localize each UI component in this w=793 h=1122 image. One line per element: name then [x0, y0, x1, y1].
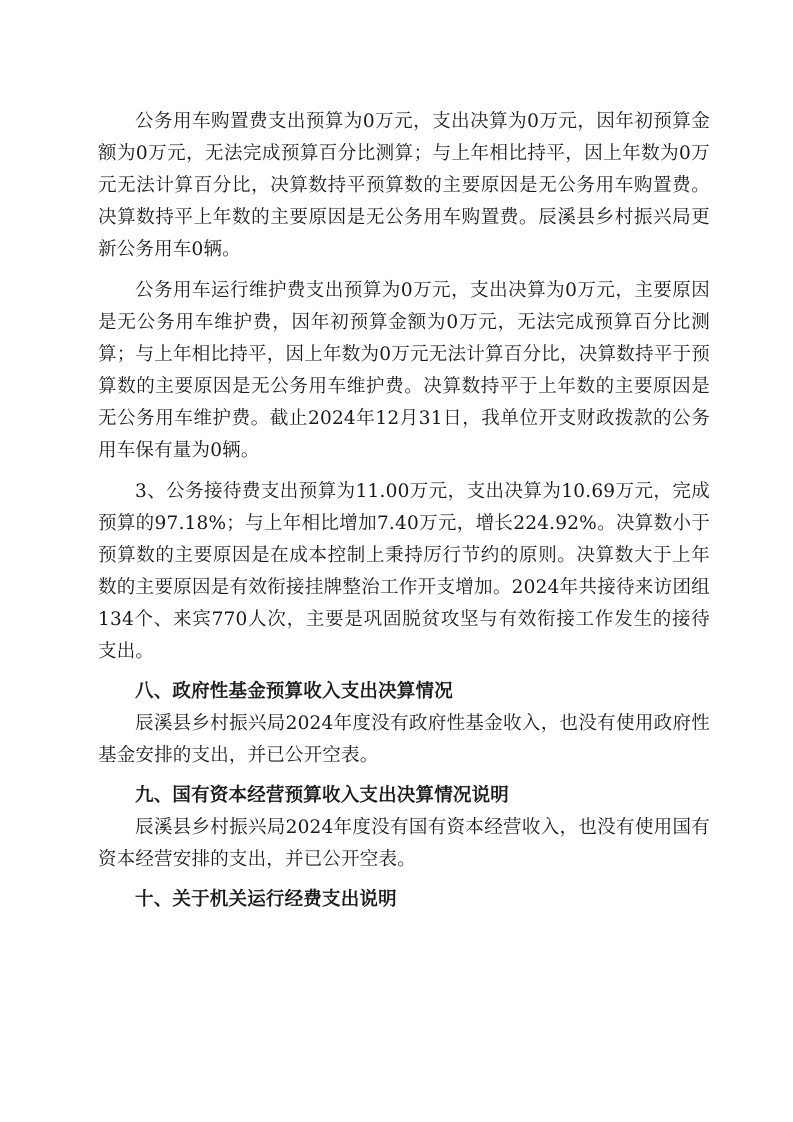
document-body — [98, 106, 710, 916]
paragraph-government-fund: 辰溪县乡村振兴局2024年度没有政府性基金收入，也没有使用政府性基金安排的支出，并已公开空表。 — [98, 713, 710, 766]
paragraph-vehicle-maintenance: 公务用车运行维护费支出预算为0万元，支出决算为0万元，主要原因是无公务用车维护费，因年初预算金额为0万元，无法完成预算百分比测算；与上年相比持平，因上年数为0万元无法计算百分比，决算数持平于预算数的主要原因是无公务用车维护费。决算数持平于上年数的主要原因是无公务用车维护费。截止2024年12月31日，我单位开支财政拨款的公务用车保有量为0辆。 — [98, 280, 710, 461]
paragraph-vehicle-purchase: 公务用车购置费支出预算为0万元，支出决算为0万元，因年初预算金额为0万元，无法完成预算百分比测算；与上年相比持平，因上年数为0万元无法计算百分比，决算数持平预算数的主要原因是无公务用车购置费。决算数持平上年数的主要原因是无公务用车购置费。辰溪县乡村振兴局更新公务用车0辆。 — [98, 111, 710, 260]
heading-government-fund: 八、政府性基金预算收入支出决算情况 — [135, 681, 453, 702]
heading-operating-expenses: 十、关于机关运行经费支出说明 — [135, 889, 397, 910]
paragraph-state-capital: 辰溪县乡村振兴局2024年度没有国有资本经营收入，也没有使用国有资本经营安排的支出，并已公开空表。 — [98, 817, 710, 870]
heading-state-capital: 九、国有资本经营预算收入支出决算情况说明 — [135, 785, 510, 806]
paragraph-reception-expense: 3、公务接待费支出预算为11.00万元，支出决算为10.69万元，完成预算的97.18%；与上年相比增加7.40万元，增长224.92%。决算数小于预算数的主要原因是在成本控制上秉持厉行节约的原则。决算数大于上年数的主要原因是有效衔接挂牌整治工作开支增加。2024年共接待来访团组134个、来宾770人次，主要是巩固脱贫攻坚与有效衔接工作发生的接待支出。 — [98, 481, 710, 662]
